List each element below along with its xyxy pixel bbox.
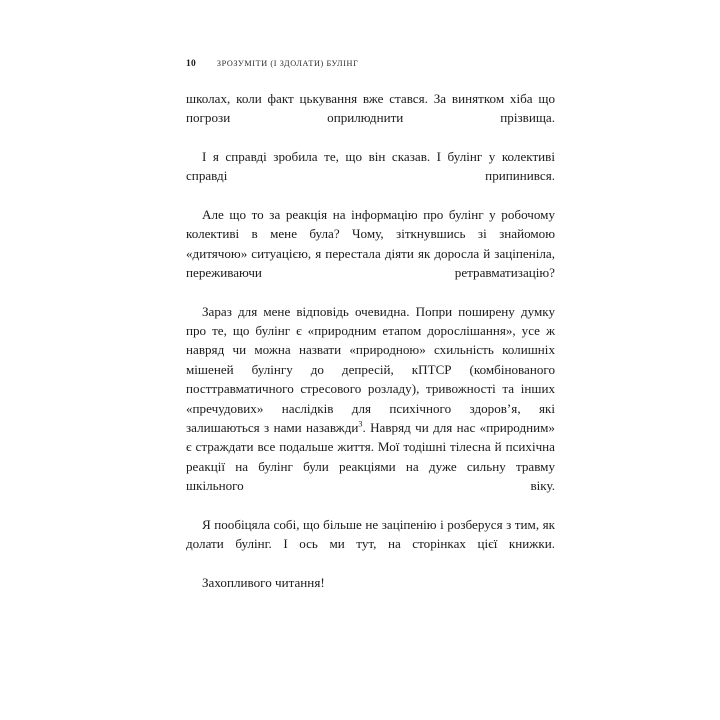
paragraph — [186, 89, 555, 147]
paragraph-text: І я справді зробила те, що він сказав. І булінг у колективі справді припинився. — [186, 149, 555, 184]
paragraph-text: Я пообіцяла собі, що більше не заціпенію і розберуся з тим, як долати булінг. І ось ми тут, на сторінках цієї книжки. — [186, 516, 555, 551]
footnote-reference-3[interactable]: 3 — [358, 419, 363, 429]
paragraph-with-footnote — [186, 302, 555, 515]
paragraph — [186, 147, 555, 205]
paragraph-text: школах, коли факт цькування вже стався. За винятком хіба що погрози оприлюднити прізвища. — [186, 91, 555, 126]
paragraph — [186, 205, 555, 302]
paragraph-text: Але що то за реакція на інформацію про булінг у робочому колективі в мене була? Чому, зіткнувшись зі знайомою «дитячою» ситуацією, я перестала діяти як доросла й заціпеніла, переживаючи ретравматизацію? — [186, 207, 555, 281]
paragraph — [186, 573, 555, 592]
running-head-title: ЗРОЗУМІТИ (І ЗДОЛАТИ) БУЛІНГ — [216, 59, 359, 68]
body-text-block — [186, 89, 555, 592]
paragraph — [186, 515, 555, 573]
page-number: 10 — [186, 59, 196, 69]
paragraph-text: Захопливого читання! — [202, 574, 325, 590]
paragraph-text-continued: . Навряд чи для нас «природним» є страждати все подальше життя. Мої тодішні тілесна й психічна реакції на булінг були реакціями на дуже сильну травму шкільного віку. — [186, 419, 555, 493]
running-head — [186, 60, 555, 74]
paragraph-text: Зараз для мене відповідь очевидна. Попри поширену думку про те, що булінг є «природним етапом дорослішання», усе ж навряд чи можна назвати «природною» схильність колишніх мішеней булінгу до депресій, кПТСР (комбінованого посттравматичного стресового розладу), тривожності та інших «пречудових» наслідків для психічного здоров’я, які залишаються з нами назавжди — [186, 303, 555, 435]
